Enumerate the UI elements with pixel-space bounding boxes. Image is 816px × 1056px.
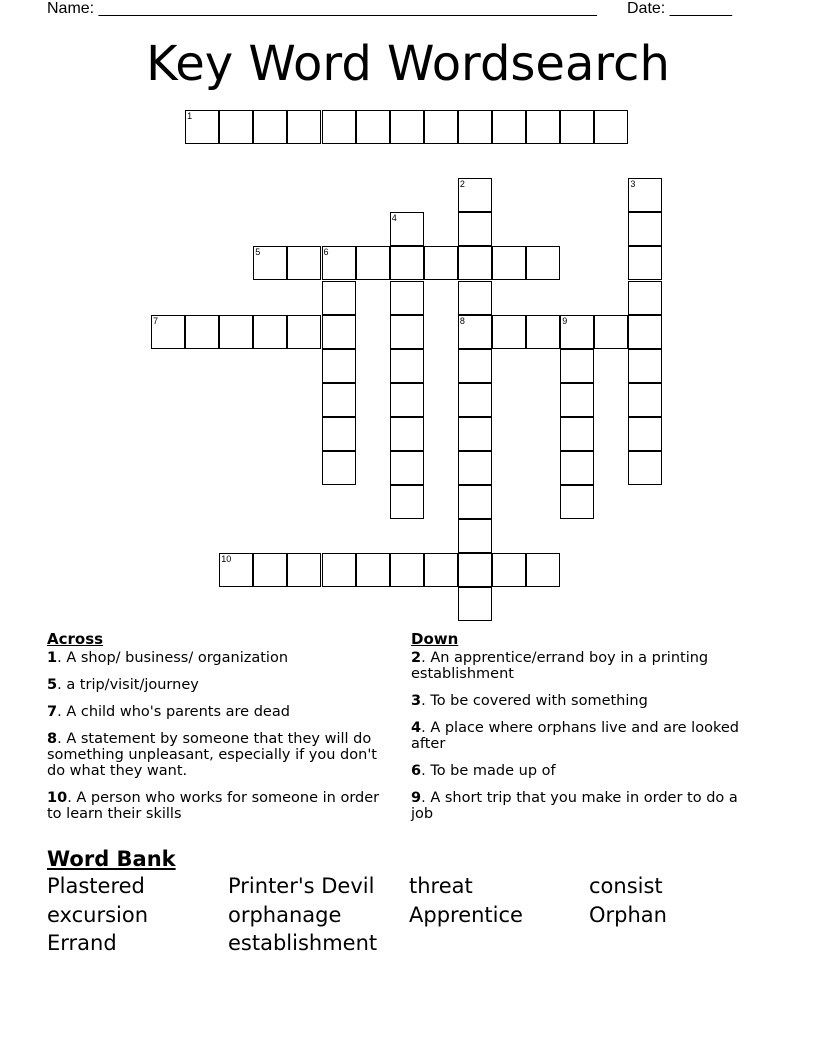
cell-number: 8 xyxy=(459,315,465,326)
clue-text: To be made up of xyxy=(430,763,556,779)
clue-number: 3 xyxy=(411,693,422,709)
grid-cell[interactable] xyxy=(560,383,594,417)
clue-number: 5 xyxy=(47,677,58,693)
grid-cell[interactable] xyxy=(151,315,185,349)
grid-cell[interactable] xyxy=(458,110,492,144)
grid-cell[interactable] xyxy=(390,451,424,485)
word-bank-title: Word Bank xyxy=(47,847,176,871)
grid-cell[interactable] xyxy=(492,553,526,587)
down-clue: 4. A place where orphans live and are looked after xyxy=(411,720,739,752)
grid-cell[interactable] xyxy=(287,553,321,587)
grid-cell[interactable] xyxy=(458,212,492,246)
clue-text: A child who's parents are dead xyxy=(66,704,290,720)
grid-cell[interactable] xyxy=(560,110,594,144)
word-bank-item: Orphan xyxy=(589,902,667,927)
down-clue: 2. An apprentice/errand boy in a printing establishment xyxy=(411,650,709,682)
grid-cell[interactable] xyxy=(458,349,492,383)
clue-text: A place where orphans live and are looked after xyxy=(411,720,739,752)
clue-number: 10 xyxy=(47,790,68,806)
grid-cell[interactable] xyxy=(390,246,424,280)
page-title: Key Word Wordsearch xyxy=(146,36,670,92)
grid-cell[interactable] xyxy=(458,178,492,212)
grid-cell[interactable] xyxy=(356,110,390,144)
clue-number: 8 xyxy=(47,731,58,747)
word-bank-item: orphanage xyxy=(228,902,342,927)
down-clue: 9. A short trip that you make in order to do a job xyxy=(411,790,738,822)
grid-cell[interactable] xyxy=(628,178,662,212)
grid-cell[interactable] xyxy=(458,451,492,485)
clue-number: 2 xyxy=(411,650,422,666)
down-clues xyxy=(411,630,761,833)
clue-text: A statement by someone that they will do something unpleasant, especially if you don't do what they want. xyxy=(47,731,377,779)
cell-number: 6 xyxy=(323,247,329,258)
grid-cell[interactable] xyxy=(458,553,492,587)
grid-cell[interactable] xyxy=(560,451,594,485)
clue-text: A short trip that you make in order to do a job xyxy=(411,790,738,822)
grid-cell[interactable] xyxy=(356,246,390,280)
word-bank-item: consist xyxy=(589,874,663,898)
grid-cell[interactable] xyxy=(628,417,662,451)
across-clue: 7. A child who's parents are dead xyxy=(47,704,290,720)
clue-text: A person who works for someone in order to learn their skills xyxy=(47,790,380,822)
grid-cell[interactable] xyxy=(185,110,219,144)
grid-cell[interactable] xyxy=(526,315,560,349)
cell-number: 9 xyxy=(562,315,568,326)
grid-cell[interactable] xyxy=(458,485,492,519)
grid-cell[interactable] xyxy=(628,451,662,485)
grid-cell[interactable] xyxy=(322,315,356,349)
cell-number: 2 xyxy=(459,179,465,190)
name-field: Name: ________________________________________________________ xyxy=(47,0,597,17)
down-heading: Down xyxy=(411,630,459,648)
grid-cell[interactable] xyxy=(458,246,492,280)
grid-cell[interactable] xyxy=(287,110,321,144)
clue-number: 6 xyxy=(411,763,422,779)
grid-cell[interactable] xyxy=(322,383,356,417)
grid-cell[interactable] xyxy=(322,553,356,587)
word-bank-item: Plastered xyxy=(47,874,145,898)
clue-text: a trip/visit/journey xyxy=(66,677,199,693)
word-bank-item: establishment xyxy=(228,931,378,955)
grid-cell[interactable] xyxy=(594,315,628,349)
word-bank-item: Apprentice xyxy=(409,902,523,927)
grid-cell[interactable] xyxy=(458,519,492,553)
grid-cell[interactable] xyxy=(219,315,253,349)
grid-cell[interactable] xyxy=(287,315,321,349)
grid-cell[interactable] xyxy=(526,553,560,587)
grid-cell[interactable] xyxy=(253,553,287,587)
grid-cell[interactable] xyxy=(628,383,662,417)
grid-cell[interactable] xyxy=(356,553,390,587)
grid-cell[interactable] xyxy=(526,246,560,280)
clue-text: An apprentice/errand boy in a printing establishment xyxy=(411,650,709,682)
date-field: Date: _______ xyxy=(627,0,732,17)
down-clue: 3. To be covered with something xyxy=(411,693,648,709)
grid-cell[interactable] xyxy=(390,485,424,519)
cell-number: 4 xyxy=(391,213,397,224)
grid-cell[interactable] xyxy=(390,212,424,246)
grid-cell[interactable] xyxy=(458,281,492,315)
grid-cell[interactable] xyxy=(219,553,253,587)
grid-cell[interactable] xyxy=(424,553,458,587)
clue-number: 4 xyxy=(411,720,422,736)
grid-cell[interactable] xyxy=(628,281,662,315)
grid-cell[interactable] xyxy=(322,110,356,144)
grid-cell[interactable] xyxy=(458,383,492,417)
cell-number: 5 xyxy=(255,247,261,258)
grid-cell[interactable] xyxy=(322,349,356,383)
cell-number: 7 xyxy=(153,315,159,326)
cell-number: 1 xyxy=(187,111,193,121)
clue-text: A shop/ business/ organization xyxy=(66,650,289,666)
grid-cell[interactable] xyxy=(594,110,628,144)
grid-cell[interactable] xyxy=(185,315,219,349)
grid-cell[interactable] xyxy=(287,246,321,280)
clue-number: 7 xyxy=(47,704,58,720)
grid-cell[interactable] xyxy=(560,485,594,519)
grid-cell[interactable] xyxy=(424,246,458,280)
grid-cell[interactable] xyxy=(322,451,356,485)
grid-cell[interactable] xyxy=(560,417,594,451)
cell-number: 3 xyxy=(630,179,636,190)
grid-cell[interactable] xyxy=(628,315,662,349)
across-clue: 10. A person who works for someone in order to learn their skills xyxy=(47,790,380,822)
word-bank-item: excursion xyxy=(47,902,149,927)
word-bank-item: threat xyxy=(409,874,473,898)
grid-cell[interactable] xyxy=(390,349,424,383)
grid-cell[interactable] xyxy=(390,315,424,349)
word-bank xyxy=(47,872,767,958)
grid-cell[interactable] xyxy=(253,315,287,349)
grid-cell[interactable] xyxy=(390,417,424,451)
grid-cell[interactable] xyxy=(628,246,662,280)
grid-cell[interactable] xyxy=(492,246,526,280)
grid-cell[interactable] xyxy=(424,110,458,144)
across-clue: 8. A statement by someone that they will do something unpleasant, especially if you don't do what they want. xyxy=(47,731,377,779)
grid-cell[interactable] xyxy=(492,110,526,144)
grid-cell[interactable] xyxy=(628,349,662,383)
grid-cell[interactable] xyxy=(560,315,594,349)
grid-cell[interactable] xyxy=(526,110,560,144)
cell-number: 10 xyxy=(221,554,232,565)
grid-cell[interactable] xyxy=(390,553,424,587)
grid-cell[interactable] xyxy=(390,383,424,417)
grid-cell[interactable] xyxy=(390,110,424,144)
grid-cell[interactable] xyxy=(492,315,526,349)
grid-cell[interactable] xyxy=(560,349,594,383)
word-bank-item: Errand xyxy=(47,931,117,955)
across-clue: 1. A shop/ business/ organization xyxy=(47,650,289,666)
down-clue: 6. To be made up of xyxy=(411,763,556,779)
grid-cell[interactable] xyxy=(458,417,492,451)
grid-cell[interactable] xyxy=(219,110,253,144)
grid-cell[interactable] xyxy=(253,110,287,144)
word-bank-item: Printer's Devil xyxy=(228,874,375,898)
grid-cell[interactable] xyxy=(253,246,287,280)
clue-text: To be covered with something xyxy=(430,693,648,709)
grid-cell[interactable] xyxy=(458,587,492,621)
across-heading: Across xyxy=(47,630,104,648)
grid-cell[interactable] xyxy=(322,281,356,315)
grid-cell[interactable] xyxy=(322,417,356,451)
grid-cell[interactable] xyxy=(628,212,662,246)
across-clues xyxy=(47,630,392,833)
grid-cell[interactable] xyxy=(390,281,424,315)
grid-cell[interactable] xyxy=(322,246,356,280)
clue-number: 9 xyxy=(411,790,422,806)
grid-cell[interactable] xyxy=(458,315,492,349)
clue-number: 1 xyxy=(47,650,58,666)
across-clue: 5. a trip/visit/journey xyxy=(47,677,199,693)
